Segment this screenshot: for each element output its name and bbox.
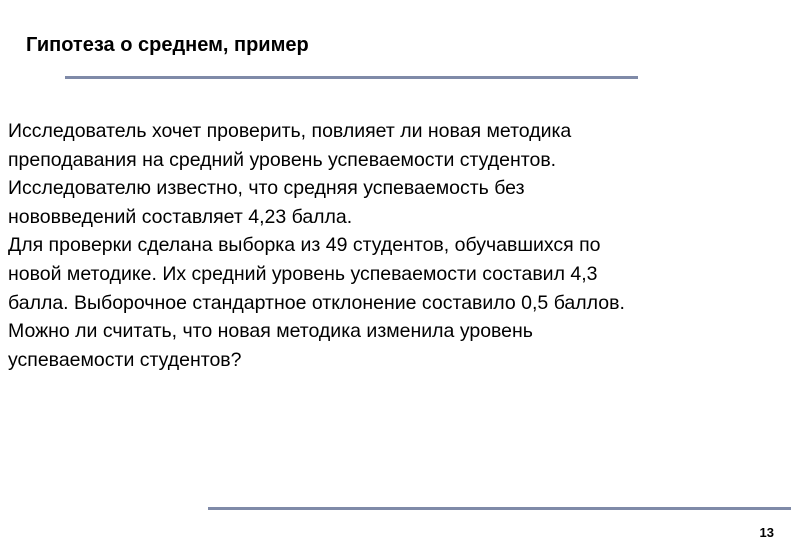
body-line: Для проверки сделана выборка из 49 студентов, обучавшихся по — [8, 234, 601, 257]
body-line: новой методике. Их средний уровень успеваемости составил 4,3 — [8, 262, 598, 285]
body-line: Можно ли считать, что новая методика изменила уровень — [8, 320, 533, 343]
body-line: балла. Выборочное стандартное отклонение составило 0,5 баллов. — [8, 291, 625, 314]
body-line: нововведений составляет 4,23 балла. — [8, 205, 353, 228]
body-line: Исследователь хочет проверить, повлияет ли новая методика — [8, 120, 572, 142]
slide-title: Гипотеза о среднем, пример — [26, 34, 309, 56]
title-divider — [65, 76, 638, 79]
body-line: успеваемости студентов? — [8, 348, 242, 371]
body-line: Исследователю известно, что средняя успеваемость без — [8, 177, 525, 200]
body-line: преподавания на средний уровень успеваемости студентов. — [8, 148, 557, 171]
body-text — [8, 117, 793, 374]
footer-divider — [208, 507, 791, 510]
page-number: 13 — [759, 525, 774, 540]
